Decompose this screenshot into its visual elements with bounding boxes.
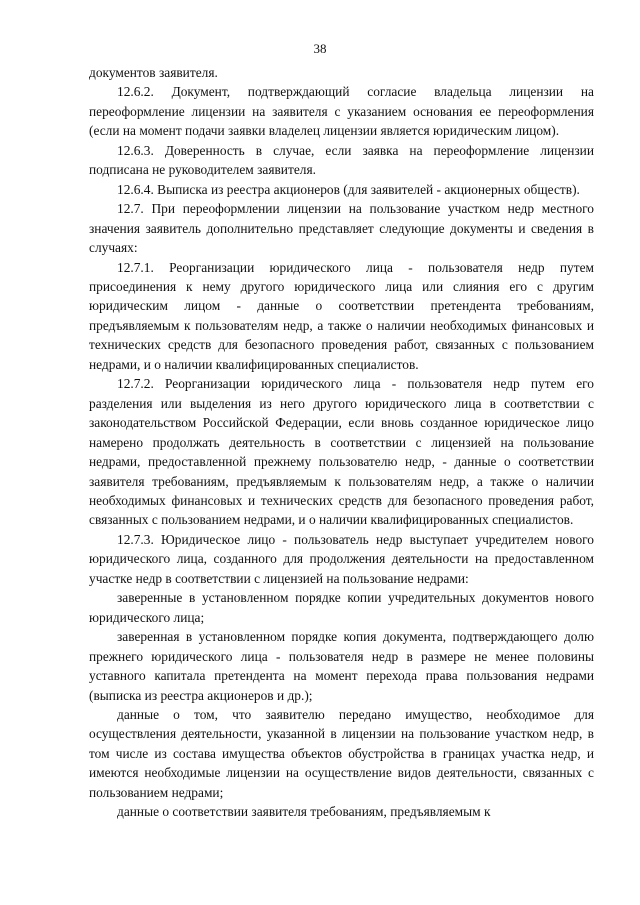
list-item-property-transfer: данные о том, что заявителю передано имущество, необходимое для осуществления деятельности, указанной в лицензии на пользование участком недр, в том числе из состава имущества объектов обустройства в границах участка недр, и имеются необходимые лицензии на осуществление видов деятельности, связанных с пользованием недрами;: [89, 706, 594, 800]
document-body: [89, 63, 594, 822]
paragraph-continuation: документов заявителя.: [89, 65, 218, 80]
paragraph-12-7-1: 12.7.1. Реорганизации юридического лица - пользователя недр путем присоединения к нему другого юридического лица или слияния его с другим юридическим лицом - данные о соответствии претендента требованиям, предъявляемым к пользователям недр, а также о наличии необходимых финансовых и технических средств для безопасного проведения работ, связанных с пользованием недрами, и о наличии квалифицированных специалистов.: [89, 259, 594, 372]
paragraph-12-7-2: 12.7.2. Реорганизации юридического лица - пользователя недр путем его разделения или выделения из него другого юридического лица в соответствии с законодательством Российской Федерации, если вновь созданное юридическое лицо намерено продолжать деятельность в соответствии с лицензией на пользование недрами, предоставленной прежнему пользователю недр, - данные о соответствии заявителя требованиям, предъявляемым к пользователям недр, а также о наличии необходимых финансовых и технических средств для безопасного проведения работ, связанных с пользованием недрами, и о наличии квалифицированных специалистов.: [89, 376, 594, 528]
paragraph-12-6-3: 12.6.3. Доверенность в случае, если заявка на переоформление лицензии подписана не руководителем заявителя.: [89, 142, 594, 178]
paragraph-12-7: 12.7. При переоформлении лицензии на пользование участком недр местного значения заявитель дополнительно представляет следующие документы и сведения в случаях:: [89, 201, 594, 256]
paragraph-12-6-4: 12.6.4. Выписка из реестра акционеров (для заявителей - акционерных обществ).: [117, 181, 580, 197]
list-item-requirements-compliance: данные о соответствии заявителя требованиям, предъявляемым к: [117, 804, 491, 820]
page-number: 38: [313, 41, 327, 56]
list-item-share-document: заверенная в установленном порядке копия документа, подтверждающего долю прежнего юридического лица - пользователя недр в размере не менее половины уставного капитала претендента на момент перехода права пользования недрами (выписка из реестра акционеров и др.);: [89, 629, 594, 703]
paragraph-12-6-2: 12.6.2. Документ, подтверждающий согласие владельца лицензии на переоформление лицензии на заявителя с указанием основания ее переоформления (если на момент подачи заявки владелец лицензии является юридическим лицом).: [89, 84, 594, 139]
paragraph-12-7-3: 12.7.3. Юридическое лицо - пользователь недр выступает учредителем нового юридического лица, созданного для продолжения деятельности на предоставленном участке недр в соответствии с лицензией на пользование недрами:: [89, 531, 594, 586]
list-item-founding-documents: заверенные в установленном порядке копии учредительных документов нового юридического лица;: [89, 590, 594, 625]
